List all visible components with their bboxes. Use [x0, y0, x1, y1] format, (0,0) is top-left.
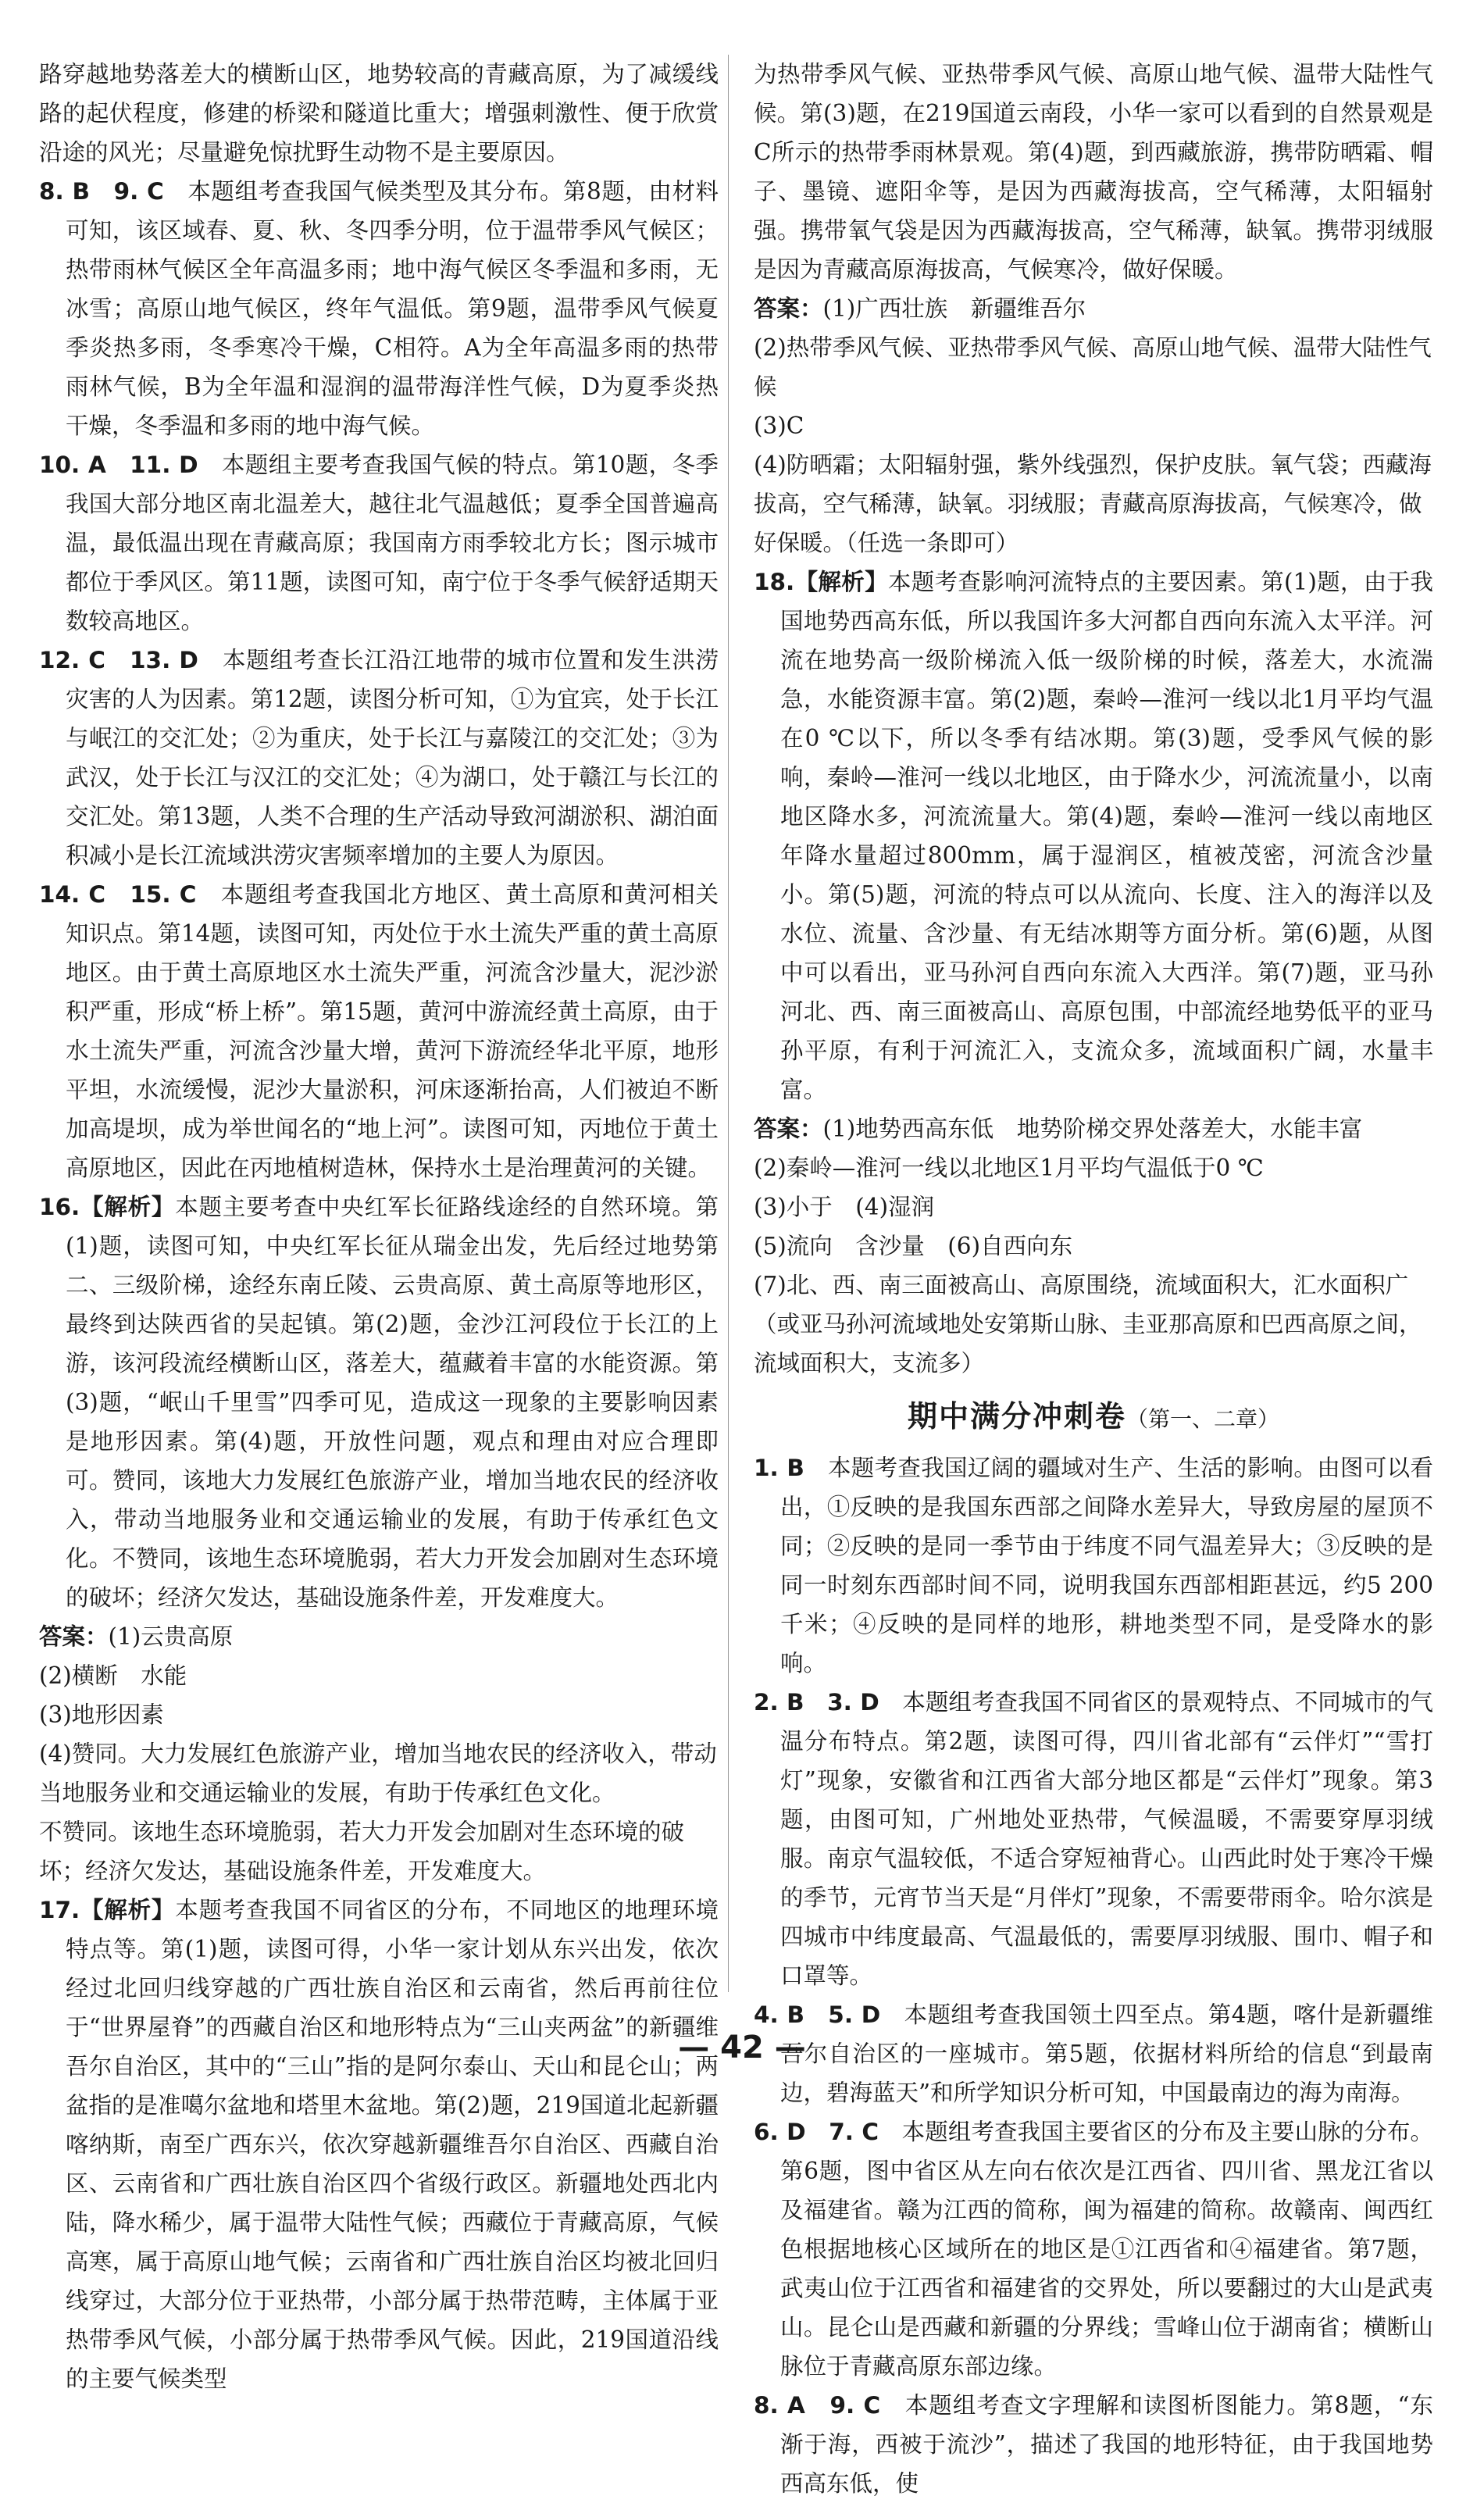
item-text: 本题组考查我国主要省区的分布及主要山脉的分布。第6题，图中省区从左向右依次是江西省、四川省、黑龙江省以及福建省。赣为江西的简称，闽为福建的简称。故赣南、闽西红色根据地核心区域所在的地区是①江西省和④福建省。第7题，武夷山位于江西省和福建省的交界处，所以要翻过的大山是武夷山。昆仑山是西藏和新疆的分界线；雪峰山位于湖南省；横断山脉位于青藏高原东部边缘。 — [780, 2119, 1433, 2380]
item-label: 18.【解析】 — [754, 569, 888, 595]
item-label: 8. B 9. C — [39, 178, 164, 205]
right-column — [754, 55, 1433, 2503]
answer-line: (5)流向 含沙量 (6)自西向东 — [754, 1233, 1073, 1259]
item-text: 本题组考查我国领土四至点。第4题，喀什是新疆维吾尔自治区的一座城市。第5题，依据材料所给的信息“到最南边，碧海蓝天”和所学知识分析可知，中国最南边的海为南海。 — [780, 2001, 1433, 2106]
item-label: 4. B 5. D — [754, 2001, 881, 2028]
item-text: 本题组考查我国不同省区的景观特点、不同城市的气温分布特点。第2题，读图可得，四川省北部有“云伴灯”“雪打灯”现象，安徽省和江西省大部分地区都是“云伴灯”现象。第3题，由图可知，广州地处亚热带，气候温暖，不需要穿厚羽绒服。南京气温较低，不适合穿短袖背心。山西此时处于寒冷干燥的季节，元宵节当天是“月伴灯”现象，不需要带雨伞。哈尔滨是四城市中纬度最高、气温最低的，需要厚羽绒服、围巾、帽子和口罩等。 — [780, 1689, 1433, 1989]
answer-item-10-11 — [39, 445, 719, 641]
answer-line: (2)热带季风气候、亚热带季风气候、高原山地气候、温带大陆性气候 — [754, 334, 1432, 400]
answer-item-6-7 — [754, 2112, 1433, 2386]
item-text: 本题考查影响河流特点的主要因素。第(1)题，由于我国地势西高东低，所以我国许多大河都自西向东流入太平洋。河流在地势高一级阶梯流入低一级阶梯的时候，落差大，水流湍急，水能资源丰富。第(2)题，秦岭—淮河一线以北1月平均气温在0 ℃以下，所以冬季有结冰期。第(3)题，受季风气候的影响，秦岭—淮河一线以北地区，由于降水少，河流流量小，以南地区降水多，河流流量大。第(4)题，秦岭—淮河一线以南地区年降水量超过800mm，属于湿润区，植被茂密，河流含沙量小。第(5)题，河流的特点可以从流向、长度、注入的海洋以及水位、流量、含沙量、有无结冰期等方面分析。第(6)题，从图中可以看出，亚马孙河自西向东流入大西洋。第(7)题，亚马孙河北、西、南三面被高山、高原包围，中部流经地势低平的亚马孙平原，有利于河流汇入，支流众多，流域面积广阔，水量丰富。 — [780, 569, 1433, 1103]
item-text: 本题组考查长江沿江地带的城市位置和发生洪涝灾害的人为因素。第12题，读图分析可知，①为宜宾，处于长江与岷江的交汇处；②为重庆，处于长江与嘉陵江的交汇处；③为武汉，处于长江与汉江的交汇处；④为湖口，处于赣江与长江的交汇处。第13题，人类不合理的生产活动导致河湖淤积、湖泊面积减小是长江流域洪涝灾害频率增加的主要人为原因。 — [66, 647, 719, 869]
answer-item-8-9-midterm — [754, 2386, 1433, 2503]
item-label: 10. A 11. D — [39, 452, 198, 478]
section-title — [754, 1395, 1433, 1441]
section-title-sub: （第一、二章） — [1126, 1406, 1280, 1432]
item-label: 2. B 3. D — [754, 1689, 879, 1716]
answer-line: (3)C — [754, 412, 804, 439]
section-title-main: 期中满分冲刺卷 — [907, 1399, 1126, 1434]
answer-item-1 — [754, 1448, 1433, 1683]
item-label: 17.【解析】 — [39, 1897, 176, 1923]
item-text: 本题组主要考查我国气候的特点。第10题，冬季我国大部分地区南北温差大，越往北气温越低；夏季全国普遍高温，最低温出现在青藏高原；我国南方雨季较北方长；图示城市都位于季风区。第11题，读图可知，南宁位于冬季气候舒适期天数较高地区。 — [66, 452, 719, 634]
answer-item-16 — [39, 1187, 719, 1617]
answer-text: (1)云贵高原 — [108, 1623, 234, 1650]
item-label: 12. C 13. D — [39, 647, 198, 673]
answer-item-2-3 — [754, 1683, 1433, 1995]
page-number: — 42 — — [678, 2030, 806, 2066]
paragraph: 路穿越地势落差大的横断山区，地势较高的青藏高原，为了减缓线路的起伏程度，修建的桥梁和隧道比重大；增强刺激性、便于欣赏沿途的风光；尽量避免惊扰野生动物不是主要原因。 — [39, 61, 719, 166]
item-label: 1. B — [754, 1455, 804, 1481]
item-text: 本题主要考查中央红军长征路线途经的自然环境。第(1)题，读图可知，中央红军长征从瑞金出发，先后经过地势第二、三级阶梯，途经东南丘陵、云贵高原、黄土高原等地形区，最终到达陕西省的吴起镇。第(2)题，金沙江河段位于长江的上游，该河段流经横断山区，落差大，蕴藏着丰富的水能资源。第(3)题，“岷山千里雪”四季可见，造成这一现象的主要影响因素是地形因素。第(4)题，开放性问题，观点和理由对应合理即可。赞同，该地大力发展红色旅游产业，增加当地农民的经济收入，带动当地服务业和交通运输业的发展，有助于传承红色文化。不赞同，该地生态环境脆弱，若大力开发会加剧对生态环境的破坏；经济欠发达，基础设施条件差，开发难度大。 — [66, 1194, 719, 1611]
answer-label: 答案： — [39, 1623, 109, 1650]
answer-line: (2)秦岭—淮河一线以北地区1月平均气温低于0 ℃ — [754, 1155, 1264, 1181]
answer-label: 答案： — [754, 295, 823, 322]
item-label: 6. D 7. C — [754, 2119, 879, 2145]
item-label: 14. C 15. C — [39, 881, 197, 908]
answer-line: (2)横断 水能 — [39, 1662, 187, 1689]
answer-line — [39, 1617, 719, 1656]
answer-line — [754, 1109, 1433, 1148]
item-text: 本题考查我国辽阔的疆域对生产、生活的影响。由图可以看出，①反映的是我国东西部之间降水差异大，导致房屋的屋顶不同；②反映的是同一季节由于纬度不同气温差异大；③反映的是同一时刻东西部时间不同，说明我国东西部相距甚远，约5 200千米；④反映的是同样的地形，耕地类型不同，是受降水的影响。 — [780, 1455, 1433, 1676]
answer-line: (3)地形因素 — [39, 1701, 164, 1728]
answer-line: (4)赞同。大力发展红色旅游产业，增加当地农民的经济收入，带动当地服务业和交通运输业的发展，有助于传承红色文化。 — [39, 1741, 717, 1806]
paragraph: 为热带季风气候、亚热带季风气候、高原山地气候、温带大陆性气候。第(3)题，在219国道云南段，小华一家可以看到的自然景观是C所示的热带季雨林景观。第(4)题，到西藏旅游，携带防晒霜、帽子、墨镜、遮阳伞等，是因为西藏海拔高，空气稀薄，太阳辐射强。携带氧气袋是因为西藏海拔高，空气稀薄，缺氧。携带羽绒服是因为青藏高原海拔高，气候寒冷，做好保暖。 — [754, 61, 1433, 283]
answer-item-18 — [754, 562, 1433, 1109]
answer-line: (7)北、西、南三面被高山、高原围绕，流域面积大，汇水面积广（或亚马孙河流域地处安第斯山脉、圭亚那高原和巴西高原之间，流域面积大，支流多） — [754, 1272, 1422, 1376]
column-divider — [728, 55, 729, 1992]
answer-item-14-15 — [39, 875, 719, 1187]
item-text: 本题考查我国不同省区的分布，不同地区的地理环境特点等。第(1)题，读图可得，小华一家计划从东兴出发，依次经过北回归线穿越的广西壮族自治区和云南省，然后再前往位于“世界屋脊”的西藏自治区和地形特点为“三山夹两盆”的新疆维吾尔自治区，其中的“三山”指的是阿尔泰山、天山和昆仑山；两盆指的是准噶尔盆地和塔里木盆地。第(2)题，219国道北起新疆喀纳斯，南至广西东兴，依次穿越新疆维吾尔自治区、西藏自治区、云南省和广西壮族自治区四个省级行政区。新疆地处西北内陆，降水稀少，属于温带大陆性气候；西藏位于青藏高原，气候高寒，属于高原山地气候；云南省和广西壮族自治区均被北回归线穿过，大部分位于亚热带，小部分属于热带范畴，主体属于亚热带季风气候，小部分属于热带季风气候。因此，219国道沿线的主要气候类型 — [66, 1897, 719, 2392]
item-label: 16.【解析】 — [39, 1194, 176, 1220]
item-text: 本题组考查我国气候类型及其分布。第8题，由材料可知，该区域春、夏、秋、冬四季分明，位于温带季风气候区；热带雨林气候区全年高温多雨；地中海气候区冬季温和多雨，无冰雪；高原山地气候区，终年气温低。第9题，温带季风气候夏季炎热多雨，冬季寒冷干燥，C相符。A为全年高温多雨的热带雨林气候，B为全年温和湿润的温带海洋性气候，D为夏季炎热干燥，冬季温和多雨的地中海气候。 — [66, 178, 719, 439]
answer-line — [754, 289, 1433, 328]
answer-line: 不赞同。该地生态环境脆弱，若大力开发会加剧对生态环境的破坏；经济欠发达，基础设施条件差，开发难度大。 — [39, 1819, 685, 1884]
answer-label: 答案： — [754, 1116, 823, 1142]
answer-item-12-13 — [39, 641, 719, 875]
answer-text: (1)广西壮族 新疆维吾尔 — [822, 295, 1086, 322]
answer-item-8-9 — [39, 172, 719, 445]
answer-line: (4)防晒霜；太阳辐射强，紫外线强烈，保护皮肤。氧气袋；西藏海拔高，空气稀薄，缺氧。羽绒服；青藏高原海拔高，气候寒冷，做好保暖。（任选一条即可） — [754, 452, 1432, 556]
answer-item-17 — [39, 1891, 719, 2398]
item-label: 8. A 9. C — [754, 2392, 881, 2419]
item-text: 本题组考查文字理解和读图析图能力。第8题，“东渐于海，西被于流沙”，描述了我国的地形特征，由于我国地势西高东低，使 — [780, 2392, 1433, 2497]
answer-line: (3)小于 (4)湿润 — [754, 1194, 935, 1220]
answer-text: (1)地势西高东低 地势阶梯交界处落差大，水能丰富 — [822, 1116, 1363, 1142]
item-text: 本题组考查我国北方地区、黄土高原和黄河相关知识点。第14题，读图可知，丙处位于水土流失严重的黄土高原地区。由于黄土高原地区水土流失严重，河流含沙量大，泥沙淤积严重，形成“桥上桥”。第15题，黄河中游流经黄土高原，由于水土流失严重，河流含沙量大增，黄河下游流经华北平原，地形平坦，水流缓慢，泥沙大量淤积，河床逐渐抬高，人们被迫不断加高堤坝，成为举世闻名的“地上河”。读图可知，丙地位于黄土高原地区，因此在丙地植树造林，保持水土是治理黄河的关键。 — [66, 881, 719, 1181]
